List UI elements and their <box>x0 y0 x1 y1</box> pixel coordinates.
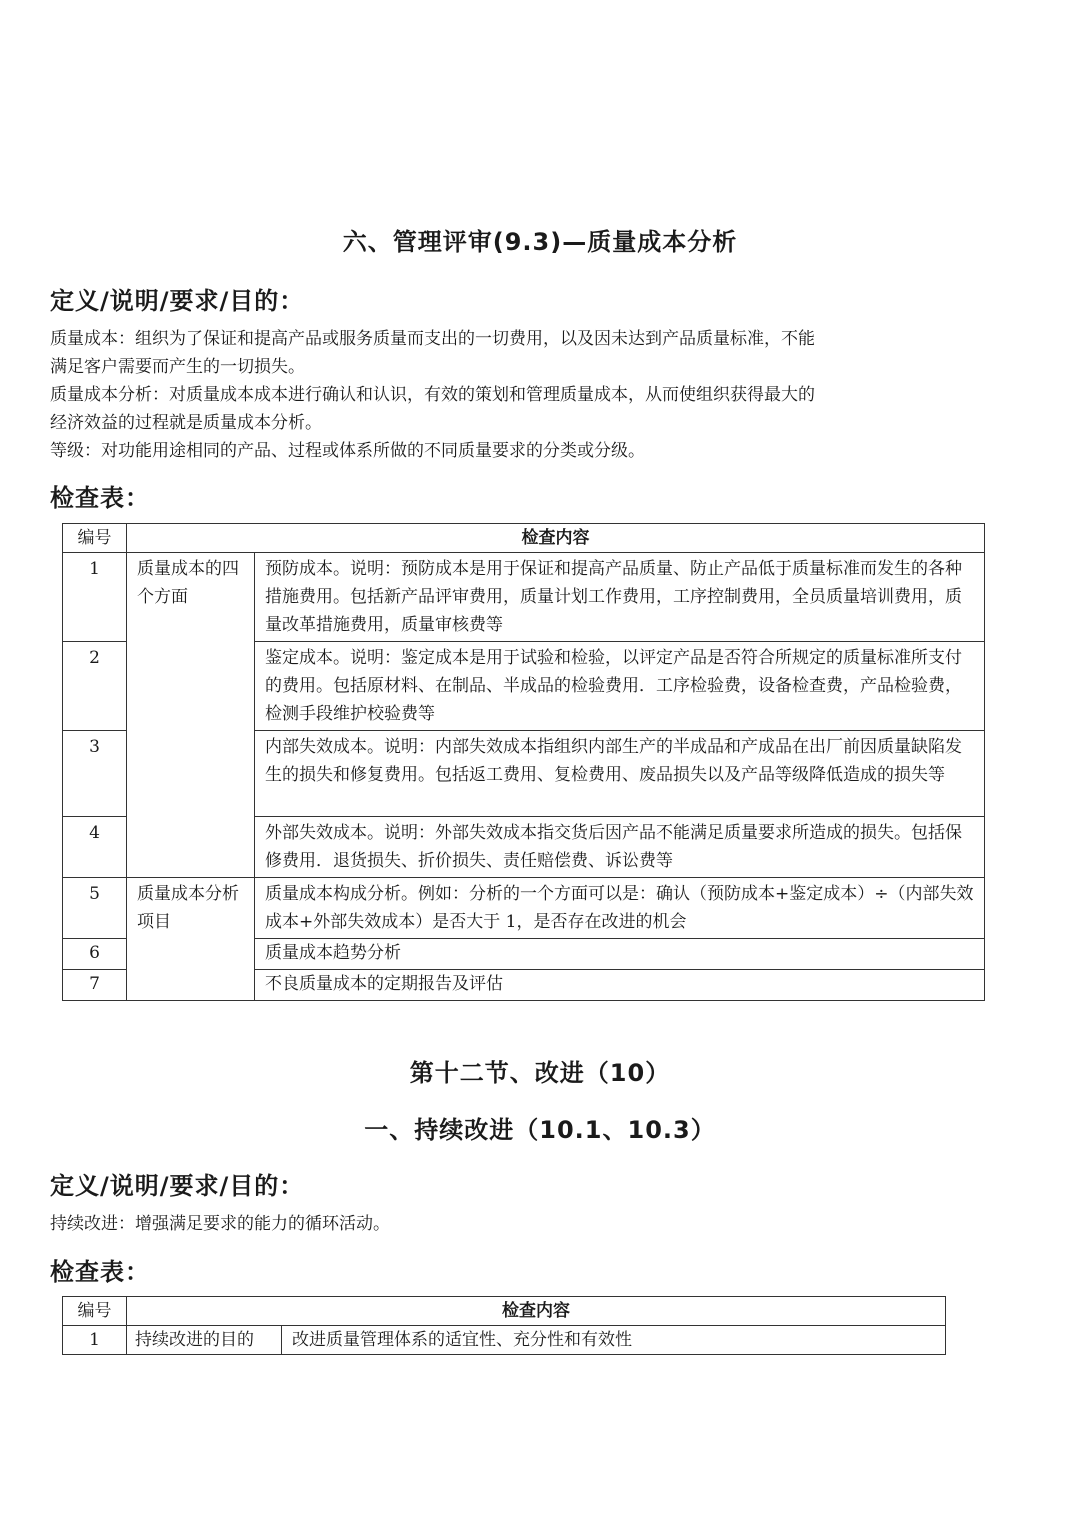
row-number: 1 <box>63 1326 127 1355</box>
table-header-row <box>63 1297 946 1326</box>
definition-line: 经济效益的过程就是质量成本分析。 <box>50 413 322 433</box>
row-category: 质量成本的四个方面 <box>127 553 255 878</box>
table-row <box>63 878 985 939</box>
header-no: 编号 <box>63 524 127 553</box>
row-number: 7 <box>63 970 127 1001</box>
row-number: 4 <box>63 817 127 878</box>
table-header-row <box>63 524 985 553</box>
header-content: 检查内容 <box>127 1297 946 1326</box>
checklist-table <box>62 1296 946 1355</box>
row-content: 改进质量管理体系的适宜性、充分性和有效性 <box>282 1326 946 1355</box>
definition-line: 等级：对功能用途相同的产品、过程或体系所做的不同质量要求的分类或分级。 <box>50 441 645 461</box>
row-number: 2 <box>63 642 127 731</box>
header-no: 编号 <box>63 1297 127 1326</box>
table-row <box>63 1326 946 1355</box>
checklist-heading: 检查表： <box>50 484 150 512</box>
section-title: 一、持续改进（10.1、10.3） <box>364 1116 716 1144</box>
row-content: 鉴定成本。说明：鉴定成本是用于试验和检验，以评定产品是否符合所规定的质量标准所支付的费用。包括原材料、在制品、半成品的检验费用．工序检验费，设备检查费，产品检验费，检测手段维护校验费等 <box>255 642 985 731</box>
row-number: 3 <box>63 731 127 817</box>
definition-heading: 定义/说明/要求/目的： <box>50 287 305 315</box>
definition-text <box>50 1210 930 1238</box>
row-number: 1 <box>63 553 127 642</box>
checklist-table <box>62 523 985 1001</box>
row-content: 不良质量成本的定期报告及评估 <box>255 970 985 1001</box>
chapter-title: 第十二节、改进（10） <box>409 1059 671 1087</box>
row-number: 6 <box>63 939 127 970</box>
row-content: 预防成本。说明：预防成本是用于保证和提高产品质量、防止产品低于质量标准而发生的各种措施费用。包括新产品评审费用，质量计划工作费用，工序控制费用，全员质量培训费用，质量改革措施费用，质量审核费等 <box>255 553 985 642</box>
row-content: 外部失效成本。说明：外部失效成本指交货后因产品不能满足质量要求所造成的损失。包括保修费用．退货损失、折价损失、责任赔偿费、诉讼费等 <box>255 817 985 878</box>
definition-text <box>50 325 930 465</box>
section-title: 六、管理评审(9.3)—质量成本分析 <box>342 228 738 256</box>
table-row <box>63 553 985 642</box>
checklist-heading: 检查表： <box>50 1258 150 1286</box>
row-category: 质量成本分析项目 <box>127 878 255 1001</box>
definition-heading: 定义/说明/要求/目的： <box>50 1172 305 1200</box>
definition-line: 质量成本：组织为了保证和提高产品或服务质量而支出的一切费用，以及因未达到产品质量标准，不能 <box>50 329 815 349</box>
row-content: 质量成本构成分析。例如：分析的一个方面可以是：确认（预防成本+鉴定成本）÷（内部失效成本+外部失效成本）是否大于 1，是否存在改进的机会 <box>255 878 985 939</box>
header-content: 检查内容 <box>127 524 985 553</box>
row-content: 内部失效成本。说明：内部失效成本指组织内部生产的半成品和产成品在出厂前因质量缺陷发生的损失和修复费用。包括返工费用、复检费用、废品损失以及产品等级降低造成的损失等 <box>255 731 985 817</box>
definition-line: 持续改进：增强满足要求的能力的循环活动。 <box>50 1214 390 1234</box>
definition-line: 质量成本分析：对质量成本成本进行确认和认识，有效的策划和管理质量成本，从而使组织获得最大的 <box>50 385 815 405</box>
row-content: 质量成本趋势分析 <box>255 939 985 970</box>
row-category: 持续改进的目的 <box>127 1326 282 1355</box>
row-number: 5 <box>63 878 127 939</box>
definition-line: 满足客户需要而产生的一切损失。 <box>50 357 305 377</box>
